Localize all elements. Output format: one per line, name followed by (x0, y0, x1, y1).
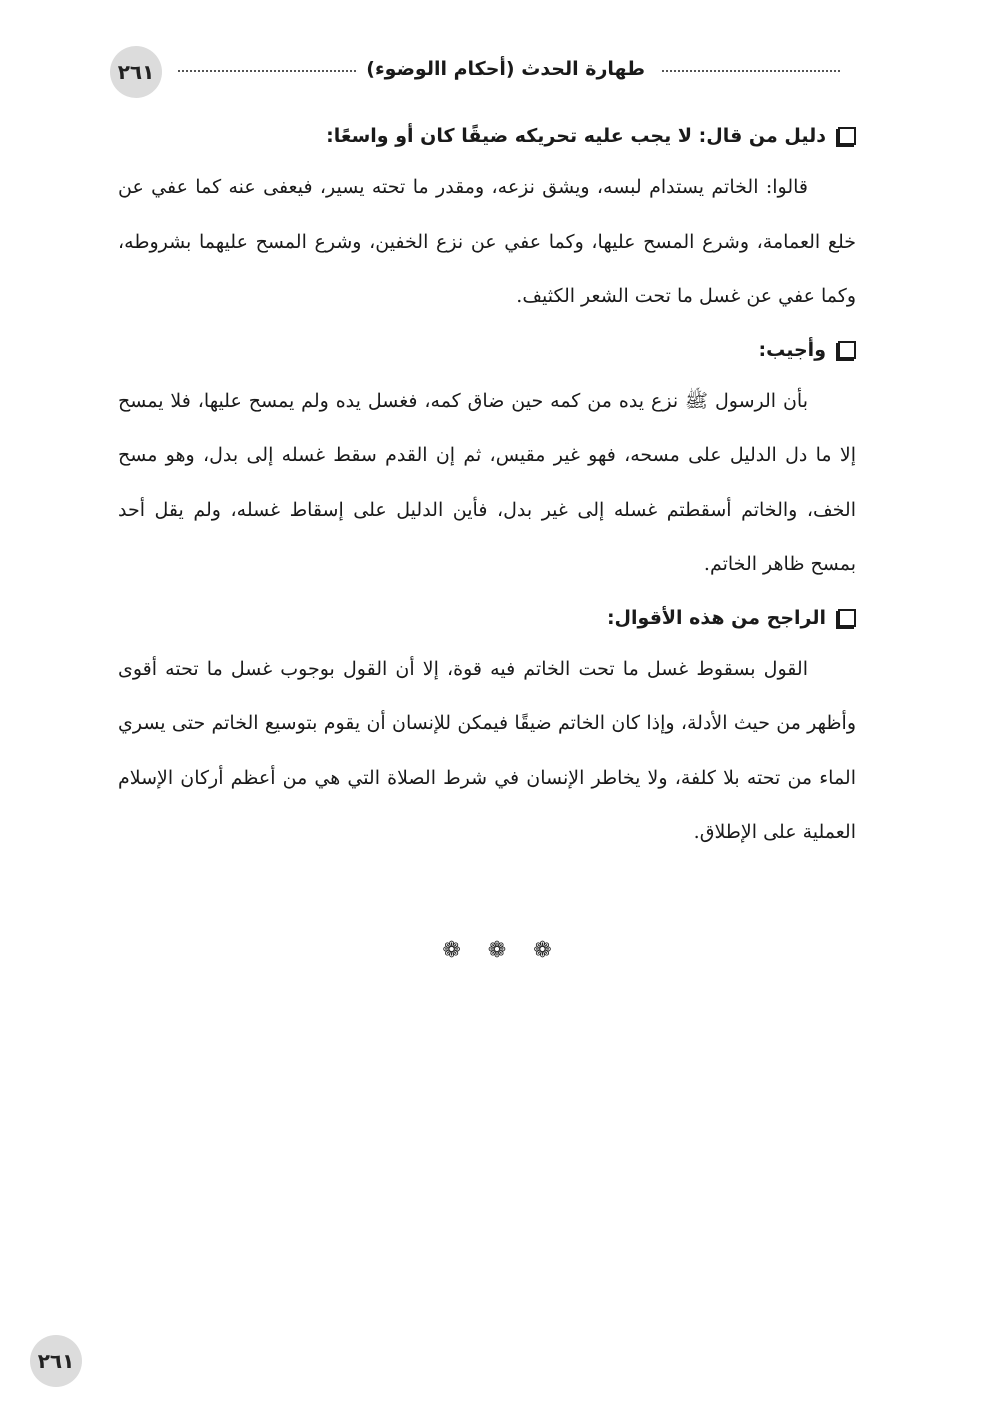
section-heading (118, 112, 856, 160)
section-heading-text: دليل من قال: لا يجب عليه تحريكه ضيقًا كان أو واسعًا: (326, 125, 826, 147)
header-dotted-rule-right (662, 70, 840, 72)
footer-page-number: ٢٦١ (30, 1335, 82, 1387)
section-heading-text: وأجيب: (758, 338, 826, 361)
section-paragraph: بأن الرسول ﷺ نزع يده من كمه حين ضاق كمه، فغسل يده ولم يمسح عليها، فلا يمسح إلا ما دل الدليل على مسحه، فهو غير مقيس، ثم إن القدم سقط غسله إلى بدل، وهو مسح الخف، والخاتم أسقطتم غسله إلى غير بدل، فأين الدليل على إسقاط غسله، ولم يقل أحد بمسح ظاهر الخاتم. (118, 389, 856, 575)
flower-ornament-icon: ❁ ❁ ❁ (442, 938, 562, 963)
checkbox-bullet-icon (838, 127, 856, 145)
section-heading-text: الراجح من هذه الأقوال: (606, 606, 826, 629)
section-paragraph: قالوا: الخاتم يستدام لبسه، ويشق نزعه، ومقدر ما تحته يسير، فيعفى عنه كما عفي عن خلع العمامة، وشرع المسح عليها، وكما عفي عن نزع الخفين، وشرع المسح عليهما بشروطه، وكما عفي عن غسل ما تحت الشعر الكثيف. (118, 176, 856, 307)
section-heading (118, 326, 856, 374)
page-header (110, 46, 850, 96)
section-heading (118, 594, 856, 642)
checkbox-bullet-icon (838, 609, 856, 627)
section-paragraph: القول بسقوط غسل ما تحت الخاتم فيه قوة، إلا أن القول بوجوب غسل ما تحته أقوى وأظهر من حيث الأدلة، وإذا كان الخاتم ضيقًا فيمكن للإنسان أن يقوم بتوسيع الخاتم حتى يسري الماء من تحته بلا كلفة، ولا يخاطر الإنسان في شرط الصلاة التي هي من أعظم أركان الإسلام العملية على الإطلاق. (118, 657, 856, 843)
checkbox-bullet-icon (838, 341, 856, 359)
header-title: طهارة الحدث (أحكام االوضوء) (366, 58, 645, 80)
header-page-number: ٢٦١ (110, 46, 162, 98)
header-dotted-rule-left (178, 70, 356, 72)
page-body (118, 112, 856, 862)
